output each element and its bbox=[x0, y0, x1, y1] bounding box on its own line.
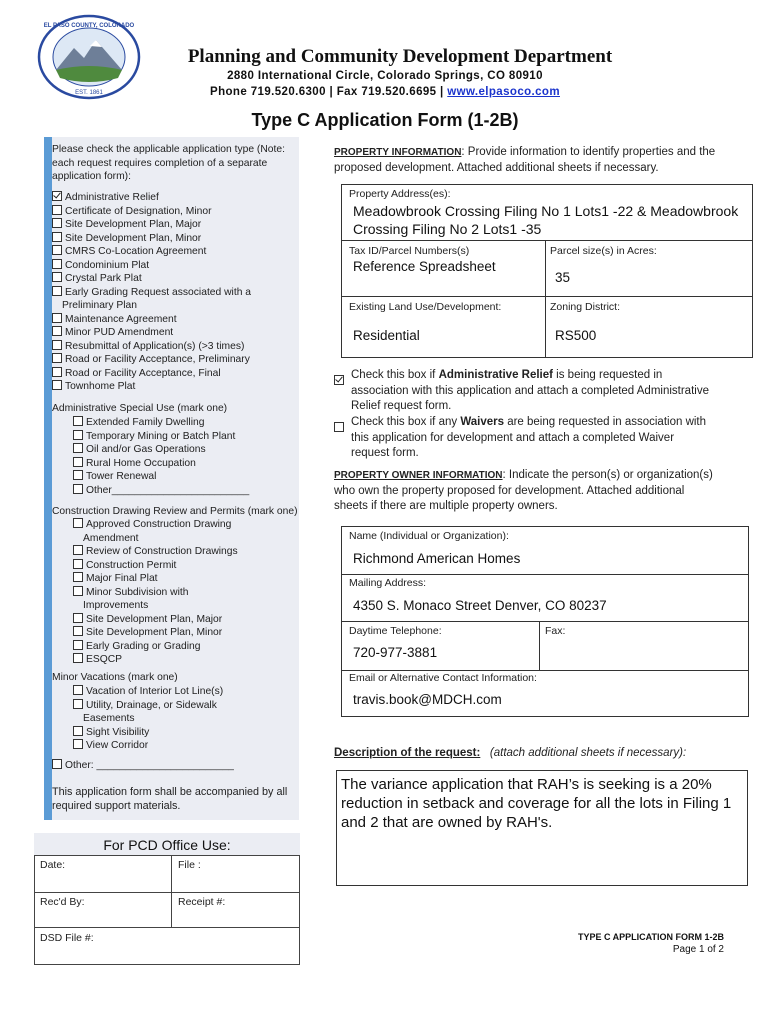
application-type-label: Road or Facility Acceptance, Final bbox=[65, 367, 221, 379]
construction-option[interactable] bbox=[73, 653, 293, 667]
application-type-label: Resubmittal of Application(s) (>3 times) bbox=[65, 340, 245, 352]
application-type-checkbox[interactable] bbox=[52, 340, 62, 350]
table-divider bbox=[341, 621, 749, 622]
application-type-option[interactable] bbox=[52, 380, 297, 394]
owner-name-input[interactable]: Richmond American Homes bbox=[353, 551, 521, 566]
construction-option[interactable] bbox=[73, 518, 293, 532]
application-type-option[interactable] bbox=[52, 259, 297, 273]
minor-vacation-option bbox=[73, 712, 293, 726]
construction-option[interactable] bbox=[73, 640, 293, 654]
property-address-input[interactable]: Meadowbrook Crossing Filing No 1 Lots1 -22 & Meadowbrook Crossing Filing No 2 Lots1 -35 bbox=[353, 203, 739, 237]
department-contact bbox=[0, 86, 770, 98]
minor-vacation-label: Utility, Drainage, or Sidewalk bbox=[86, 699, 217, 711]
department-title: Planning and Community Development Department bbox=[187, 46, 613, 67]
minor-vacation-checkbox[interactable] bbox=[73, 726, 83, 736]
admin-special-use-checkbox[interactable] bbox=[73, 484, 83, 494]
website-link[interactable]: www.elpasoco.com bbox=[447, 86, 560, 98]
construction-label: Improvements bbox=[83, 600, 149, 611]
email-label: Email or Alternative Contact Information: bbox=[349, 672, 537, 684]
construction-label: Site Development Plan, Major bbox=[86, 613, 223, 625]
application-type-checkbox[interactable] bbox=[52, 313, 62, 323]
application-type-label: Townhome Plat bbox=[65, 381, 136, 392]
construction-checkbox[interactable] bbox=[73, 626, 83, 636]
construction-label: Major Final Plat bbox=[86, 573, 158, 584]
application-type-checkbox[interactable] bbox=[52, 232, 62, 242]
pcd-divider bbox=[34, 892, 300, 893]
admin-relief-checkbox[interactable] bbox=[334, 371, 347, 389]
application-type-list bbox=[52, 191, 297, 394]
admin-special-use-label: Tower Renewal bbox=[86, 471, 157, 482]
waivers-text-rest: are being requested in association with this application for development and attach a completed Waiver request form. bbox=[351, 416, 707, 459]
application-type-label: Condominium Plat bbox=[65, 259, 150, 271]
construction-label: Minor Subdivision with bbox=[86, 586, 189, 598]
admin-special-use-option[interactable] bbox=[73, 416, 293, 430]
construction-label: Site Development Plan, Minor bbox=[86, 627, 223, 638]
waivers-text: Check this box if any bbox=[351, 416, 461, 428]
application-type-option[interactable] bbox=[52, 205, 297, 219]
admin-special-use-checkbox[interactable] bbox=[73, 443, 83, 453]
waivers-statement bbox=[351, 415, 711, 462]
construction-option[interactable] bbox=[73, 586, 293, 600]
owner-info-instructions: : Indicate the person(s) or organization(s) who own the property proposed for development. Attached additional sheets if there are multiple property owners. bbox=[334, 469, 713, 512]
construction-checkbox[interactable] bbox=[73, 613, 83, 623]
construction-checkbox[interactable] bbox=[73, 653, 83, 663]
minor-vacation-label: Sight Visibility bbox=[86, 726, 150, 738]
other-checkbox[interactable] bbox=[52, 759, 62, 769]
application-type-option[interactable] bbox=[52, 313, 297, 327]
waivers-bold: Waivers bbox=[460, 416, 504, 428]
application-type-intro: Please check the applicable application type (Note: each request requires completion of a separate application form): bbox=[52, 144, 285, 182]
mailing-address-label: Mailing Address: bbox=[349, 577, 427, 589]
admin-special-use-label: Temporary Mining or Batch Plant bbox=[86, 430, 236, 442]
application-type-option[interactable] bbox=[52, 218, 297, 232]
parcel-size-label: Parcel size(s) in Acres: bbox=[550, 245, 657, 257]
table-divider bbox=[341, 240, 753, 241]
construction-checkbox[interactable] bbox=[73, 559, 83, 569]
daytime-phone-label: Daytime Telephone: bbox=[349, 625, 442, 637]
minor-vacation-checkbox[interactable] bbox=[73, 739, 83, 749]
description-heading bbox=[334, 746, 734, 762]
application-type-checkbox[interactable] bbox=[52, 326, 62, 336]
admin-special-use-option[interactable] bbox=[73, 443, 293, 457]
application-type-label: Certificate of Designation, Minor bbox=[65, 205, 212, 217]
application-type-option[interactable] bbox=[52, 245, 297, 259]
application-type-checkbox[interactable] bbox=[52, 259, 62, 269]
construction-checkbox[interactable] bbox=[73, 518, 83, 528]
admin-special-use-label: Other________________________ bbox=[86, 484, 250, 496]
construction-label: ESQCP bbox=[86, 654, 123, 665]
pcd-recd-by-field[interactable]: Rec'd By: bbox=[40, 896, 85, 908]
seal-text-bottom: EST. 1861 bbox=[75, 90, 103, 96]
table-divider bbox=[341, 574, 749, 575]
construction-checkbox[interactable] bbox=[73, 545, 83, 555]
admin-relief-text: Check this box if bbox=[351, 369, 439, 381]
description-label: Description of the request: bbox=[334, 747, 481, 759]
application-type-checkbox[interactable] bbox=[52, 191, 62, 201]
footer-form-name: TYPE C APPLICATION FORM 1-2B bbox=[577, 932, 724, 942]
construction-option[interactable] bbox=[73, 613, 293, 627]
property-info-intro bbox=[334, 145, 734, 176]
admin-special-use-checkbox[interactable] bbox=[73, 470, 83, 480]
construction-list bbox=[73, 518, 293, 667]
application-type-option[interactable] bbox=[52, 272, 297, 286]
application-type-option bbox=[52, 299, 297, 313]
table-divider bbox=[341, 296, 753, 297]
tax-id-label: Tax ID/Parcel Numbers(s) bbox=[349, 245, 470, 257]
construction-label: Construction Permit bbox=[86, 559, 177, 571]
minor-vacation-checkbox[interactable] bbox=[73, 699, 83, 709]
admin-special-use-checkbox[interactable] bbox=[73, 457, 83, 467]
construction-title: Construction Drawing Review and Permits (mark one) bbox=[52, 506, 298, 517]
admin-relief-text-rest: is being requested in association with this application and attach a completed Administrative Relief request form. bbox=[351, 369, 709, 412]
pcd-office-use-title: For PCD Office Use: bbox=[34, 833, 300, 855]
application-type-label: Minor PUD Amendment bbox=[65, 327, 174, 338]
application-type-checkbox[interactable] bbox=[52, 367, 62, 377]
owner-info-heading: PROPERTY OWNER INFORMATION bbox=[334, 470, 503, 481]
daytime-phone-input[interactable]: 720-977-3881 bbox=[353, 645, 438, 660]
application-type-checkbox[interactable] bbox=[52, 218, 62, 228]
construction-option[interactable] bbox=[73, 572, 293, 586]
table-divider bbox=[341, 670, 749, 671]
application-type-checkbox[interactable] bbox=[52, 272, 62, 282]
application-type-label: Site Development Plan, Minor bbox=[65, 232, 202, 244]
minor-vacation-option[interactable] bbox=[73, 685, 293, 699]
admin-special-use-title: Administrative Special Use (mark one) bbox=[52, 403, 228, 414]
minor-vacation-label: Vacation of Interior Lot Line(s) bbox=[86, 686, 224, 697]
description-hint: (attach additional sheets if necessary): bbox=[489, 747, 687, 759]
pcd-date-field[interactable]: Date: bbox=[40, 859, 66, 871]
pcd-divider bbox=[171, 855, 172, 927]
construction-checkbox[interactable] bbox=[73, 640, 83, 650]
application-type-checkbox[interactable] bbox=[52, 245, 62, 255]
seal-text-top: EL PASO COUNTY, COLORADO bbox=[43, 23, 135, 29]
property-address-label: Property Address(es): bbox=[349, 188, 451, 200]
table-divider bbox=[545, 240, 546, 358]
admin-relief-bold: Administrative Relief bbox=[438, 369, 553, 381]
admin-special-use-option[interactable] bbox=[73, 457, 293, 471]
admin-special-use-option[interactable] bbox=[73, 430, 293, 444]
pcd-receipt-field[interactable]: Receipt #: bbox=[178, 896, 226, 908]
construction-option[interactable] bbox=[73, 545, 293, 559]
admin-special-use-checkbox[interactable] bbox=[73, 416, 83, 426]
footer-page-number: Page 1 of 2 bbox=[672, 944, 724, 955]
construction-label: Amendment bbox=[83, 532, 139, 544]
other-option[interactable] bbox=[52, 759, 234, 773]
application-type-label: Crystal Park Plat bbox=[65, 273, 142, 284]
application-type-label: Administrative Relief bbox=[65, 192, 159, 203]
application-type-label: Road or Facility Acceptance, Preliminary bbox=[65, 354, 250, 365]
minor-vacation-checkbox[interactable] bbox=[73, 685, 83, 695]
other-label: Other: ________________________ bbox=[65, 760, 234, 771]
application-type-label: Site Development Plan, Major bbox=[65, 219, 202, 230]
parcel-size-input[interactable]: 35 bbox=[555, 270, 571, 285]
admin-special-use-label: Rural Home Occupation bbox=[86, 457, 196, 469]
application-type-checkbox[interactable] bbox=[52, 286, 62, 296]
construction-label: Early Grading or Grading bbox=[86, 640, 201, 652]
application-type-label: Early Grading Request associated with a bbox=[65, 286, 252, 298]
form-title: Type C Application Form (1-2B) bbox=[251, 110, 519, 130]
zoning-label: Zoning District: bbox=[550, 301, 621, 313]
construction-option[interactable] bbox=[73, 626, 293, 640]
fax-label: Fax: bbox=[545, 625, 566, 637]
pcd-divider bbox=[34, 927, 300, 928]
minor-vacation-label: Easements bbox=[83, 713, 135, 724]
admin-special-use-option[interactable] bbox=[73, 470, 293, 484]
application-type-option[interactable] bbox=[52, 232, 297, 246]
admin-special-use-label: Oil and/or Gas Operations bbox=[86, 444, 206, 455]
admin-special-use-option[interactable] bbox=[73, 484, 293, 498]
admin-special-use-checkbox[interactable] bbox=[73, 430, 83, 440]
minor-vacations-list bbox=[73, 685, 293, 753]
admin-relief-statement bbox=[351, 368, 711, 415]
application-type-label: CMRS Co-Location Agreement bbox=[65, 246, 207, 257]
construction-option bbox=[73, 599, 293, 613]
application-type-label: Maintenance Agreement bbox=[65, 313, 177, 325]
owner-name-label: Name (Individual or Organization): bbox=[349, 530, 509, 542]
waivers-checkbox[interactable] bbox=[334, 418, 347, 436]
support-materials-note: This application form shall be accompanied by all required support materials. bbox=[52, 786, 288, 812]
admin-special-use-label: Extended Family Dwelling bbox=[86, 417, 205, 428]
phone-fax-text: Phone 719.520.6300 | Fax 719.520.6695 | bbox=[210, 86, 448, 98]
construction-checkbox[interactable] bbox=[73, 586, 83, 596]
pcd-dsd-file-field[interactable]: DSD File #: bbox=[40, 932, 94, 944]
description-input[interactable]: The variance application that RAH’s is seeking is a 20% reduction in setback and coverage for all the lots in Filing 1 and 2 that are owned by RAH's. bbox=[341, 776, 732, 831]
admin-special-use-list bbox=[73, 416, 293, 497]
application-type-label: Preliminary Plan bbox=[62, 300, 137, 311]
table-divider bbox=[539, 621, 540, 670]
application-type-option[interactable] bbox=[52, 367, 297, 381]
construction-label: Approved Construction Drawing bbox=[86, 519, 232, 530]
application-type-option[interactable] bbox=[52, 340, 297, 354]
minor-vacation-option[interactable] bbox=[73, 739, 293, 753]
minor-vacation-label: View Corridor bbox=[86, 740, 149, 751]
construction-label: Review of Construction Drawings bbox=[86, 546, 238, 557]
minor-vacations-title: Minor Vacations (mark one) bbox=[52, 672, 178, 683]
construction-checkbox[interactable] bbox=[73, 572, 83, 582]
tax-id-input[interactable]: Reference Spreadsheet bbox=[353, 259, 496, 274]
application-type-option[interactable] bbox=[52, 326, 297, 340]
mailing-address-input[interactable]: 4350 S. Monaco Street Denver, CO 80237 bbox=[353, 598, 607, 613]
minor-vacation-option[interactable] bbox=[73, 726, 293, 740]
department-address: 2880 International Circle, Colorado Springs, CO 80910 bbox=[227, 70, 543, 82]
application-type-checkbox[interactable] bbox=[52, 353, 62, 363]
pcd-file-field[interactable]: File : bbox=[178, 859, 201, 871]
owner-info-intro bbox=[334, 468, 714, 515]
land-use-label: Existing Land Use/Development: bbox=[349, 301, 502, 313]
email-input[interactable]: travis.book@MDCH.com bbox=[353, 692, 502, 707]
pcd-divider bbox=[34, 855, 300, 856]
minor-vacation-option[interactable] bbox=[73, 699, 293, 713]
land-use-input[interactable]: Residential bbox=[353, 328, 420, 343]
construction-option[interactable] bbox=[73, 559, 293, 573]
property-info-instructions: : Provide information to identify properties and the proposed development. Attached additional sheets if necessary. bbox=[334, 146, 716, 174]
construction-option bbox=[73, 532, 293, 546]
application-type-checkbox[interactable] bbox=[52, 380, 62, 390]
property-info-heading: PROPERTY INFORMATION bbox=[334, 147, 462, 158]
application-type-option[interactable] bbox=[52, 353, 297, 367]
zoning-input[interactable]: RS500 bbox=[555, 328, 597, 343]
application-type-option[interactable] bbox=[52, 286, 297, 300]
application-type-checkbox[interactable] bbox=[52, 205, 62, 215]
application-type-option[interactable] bbox=[52, 191, 297, 205]
